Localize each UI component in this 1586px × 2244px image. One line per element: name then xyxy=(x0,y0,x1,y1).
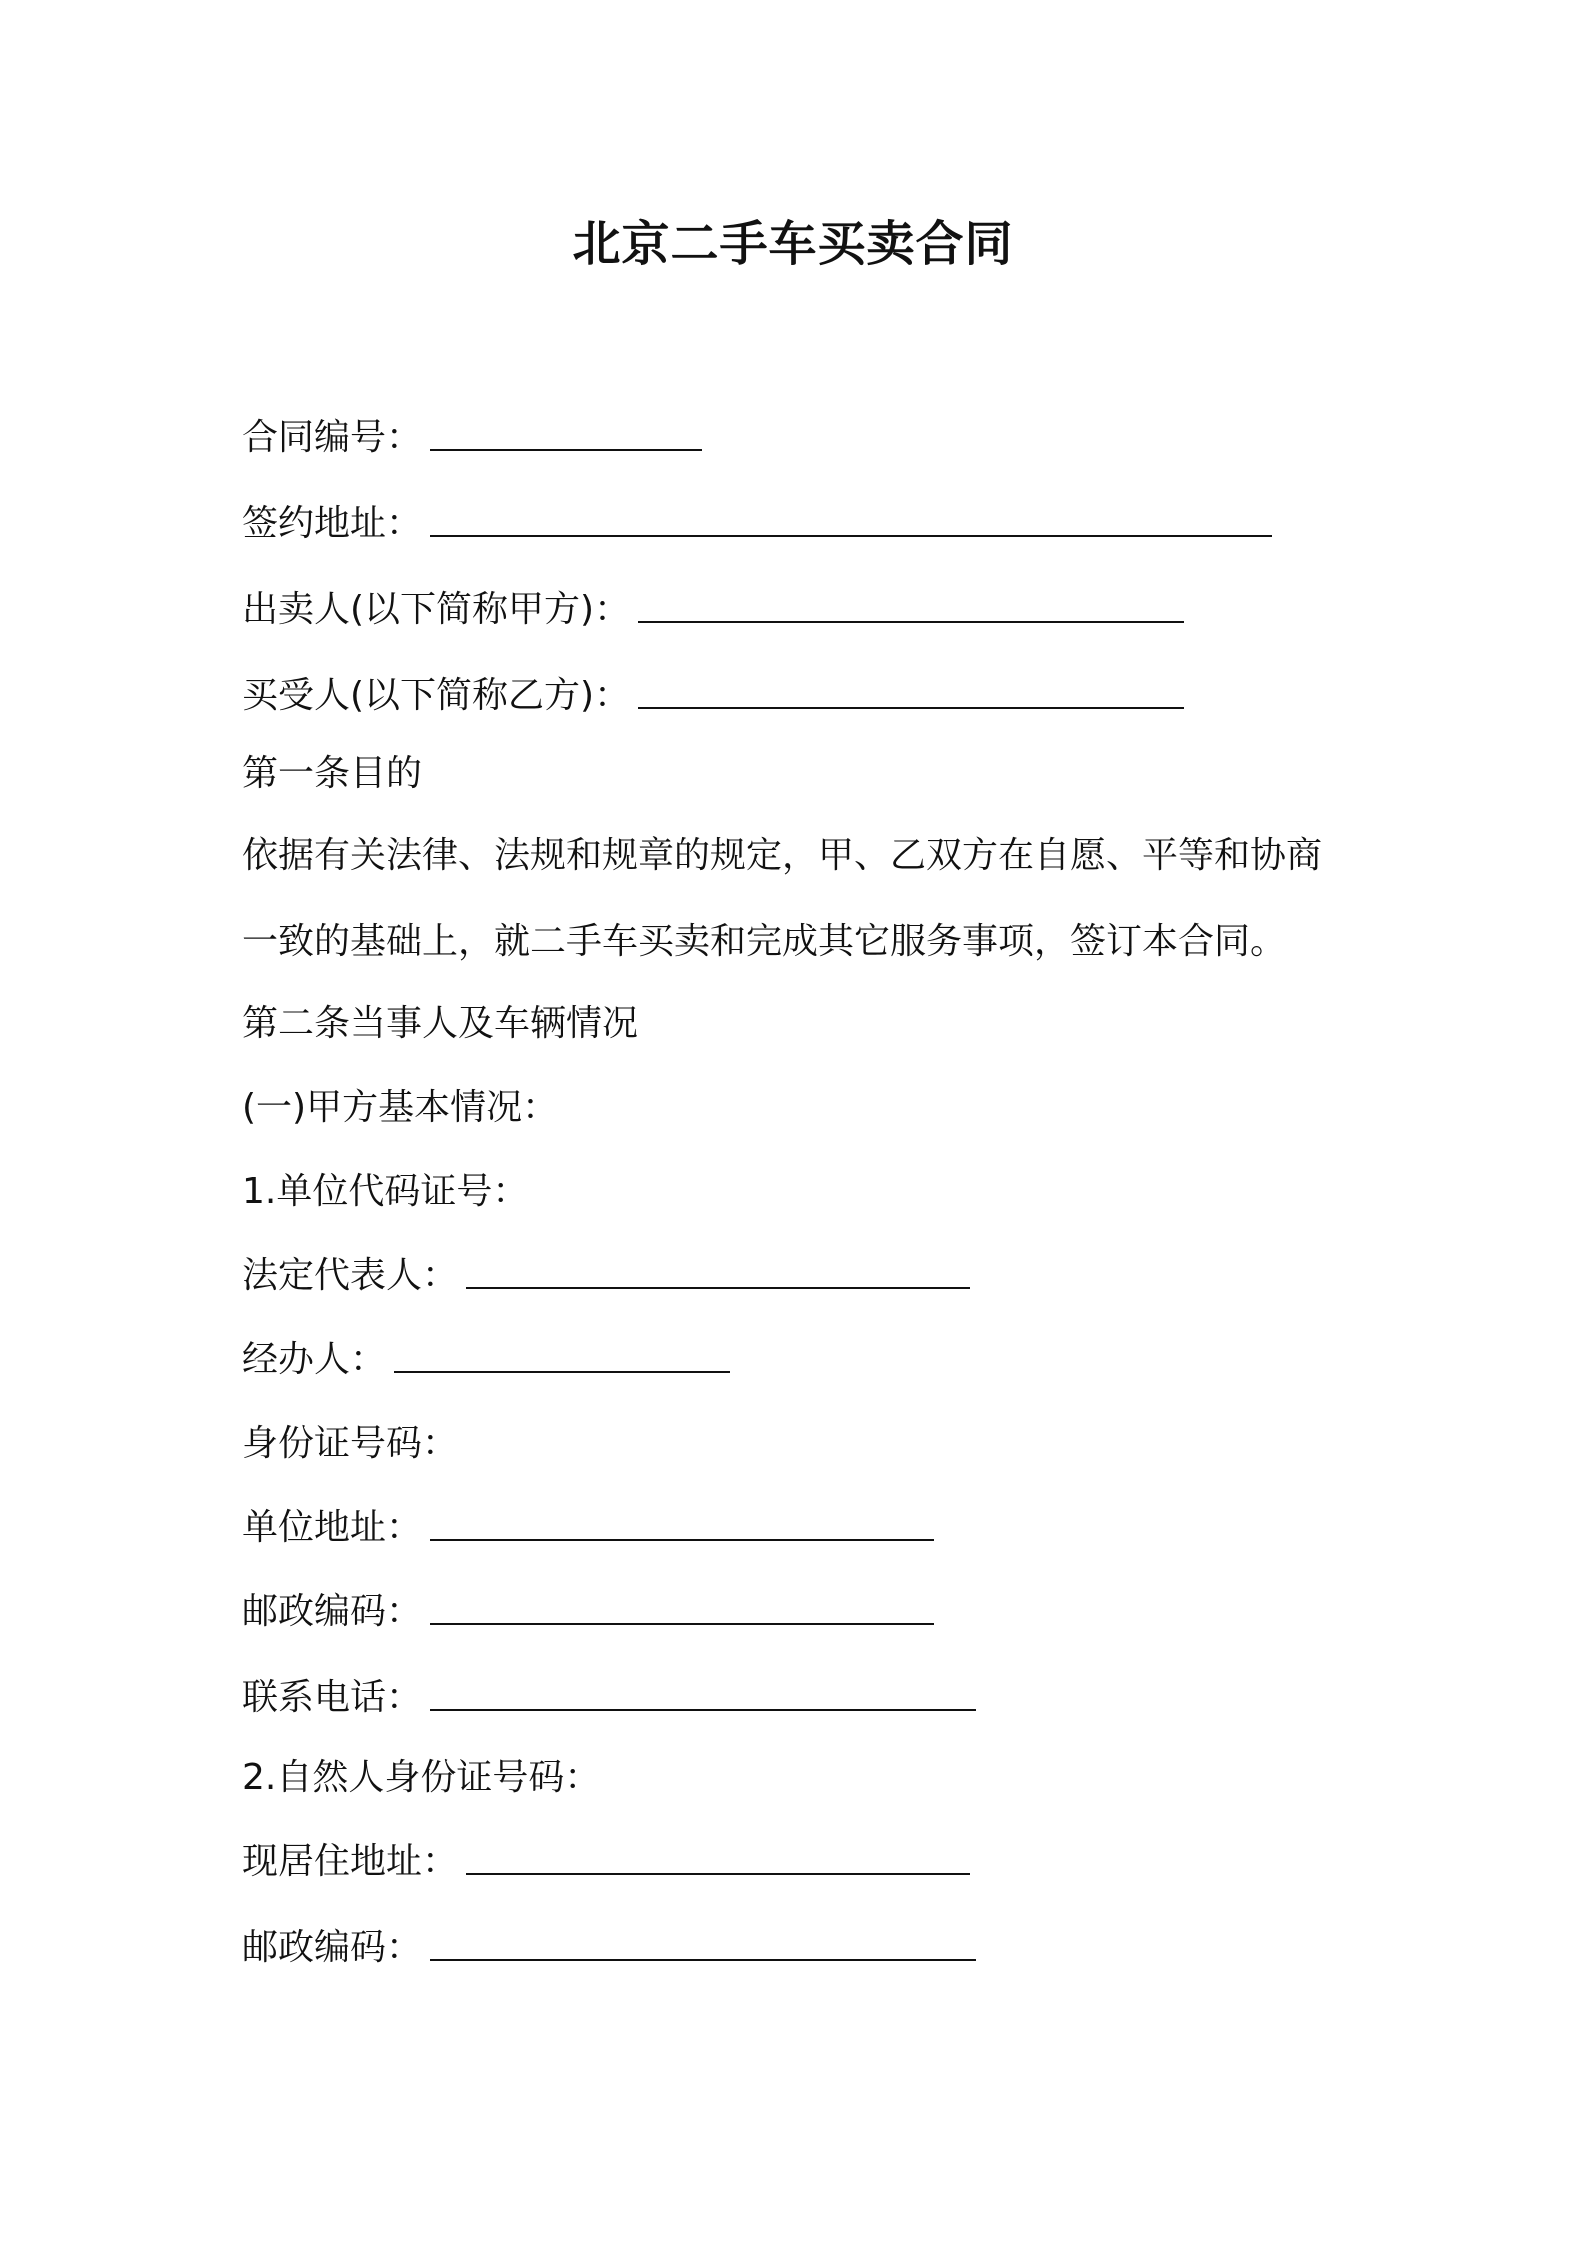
postal-code-1-row xyxy=(242,1588,934,1636)
sign-address-blank[interactable] xyxy=(430,505,1272,537)
article1-para-line2: 一致的基础上，就二手车买卖和完成其它服务事项，签订本合同。 xyxy=(242,921,1287,962)
seller-blank[interactable] xyxy=(638,591,1184,623)
item2-id-number: 2.自然人身份证号码： xyxy=(242,1757,601,1798)
postal-code-2-row xyxy=(242,1924,976,1972)
phone-blank[interactable] xyxy=(430,1679,976,1711)
buyer-blank[interactable] xyxy=(638,677,1184,709)
handler-blank[interactable] xyxy=(394,1341,730,1373)
postal-code-2-blank[interactable] xyxy=(430,1929,976,1961)
section1-heading: (一)甲方基本情况： xyxy=(242,1087,559,1128)
buyer-label: 买受人(以下简称乙方)： xyxy=(242,675,631,716)
article1-para-line1: 依据有关法律、法规和规章的规定，甲、乙双方在自愿、平等和协商 xyxy=(242,835,1323,876)
legal-rep-label: 法定代表人： xyxy=(242,1255,459,1296)
legal-rep-blank[interactable] xyxy=(466,1257,970,1289)
handler-label: 经办人： xyxy=(242,1339,387,1380)
legal-rep-row xyxy=(242,1252,970,1300)
buyer-row xyxy=(242,672,1184,720)
contract-no-row xyxy=(242,414,702,462)
unit-address-blank[interactable] xyxy=(430,1509,934,1541)
contract-no-label: 合同编号： xyxy=(242,417,423,458)
sign-address-row xyxy=(242,500,1272,548)
unit-address-row xyxy=(242,1504,934,1552)
seller-row xyxy=(242,586,1184,634)
item1-unit-code: 1.单位代码证号： xyxy=(242,1171,529,1212)
residence-row xyxy=(242,1838,970,1886)
postal-code-2-label: 邮政编码： xyxy=(242,1927,423,1968)
document-title: 北京二手车买卖合同 xyxy=(572,216,1014,272)
contract-no-blank[interactable] xyxy=(430,419,702,451)
article1-heading: 第一条目的 xyxy=(242,753,423,794)
article2-heading: 第二条当事人及车辆情况 xyxy=(242,1003,639,1044)
seller-label: 出卖人(以下简称甲方)： xyxy=(242,589,631,630)
sign-address-label: 签约地址： xyxy=(242,503,423,544)
residence-blank[interactable] xyxy=(466,1843,970,1875)
postal-code-1-blank[interactable] xyxy=(430,1593,934,1625)
residence-label: 现居住地址： xyxy=(242,1841,459,1882)
phone-label: 联系电话： xyxy=(242,1677,423,1718)
handler-row xyxy=(242,1336,730,1384)
unit-address-label: 单位地址： xyxy=(242,1507,423,1548)
id-number-row: 身份证号码： xyxy=(242,1423,459,1464)
postal-code-1-label: 邮政编码： xyxy=(242,1591,423,1632)
phone-row xyxy=(242,1674,976,1722)
